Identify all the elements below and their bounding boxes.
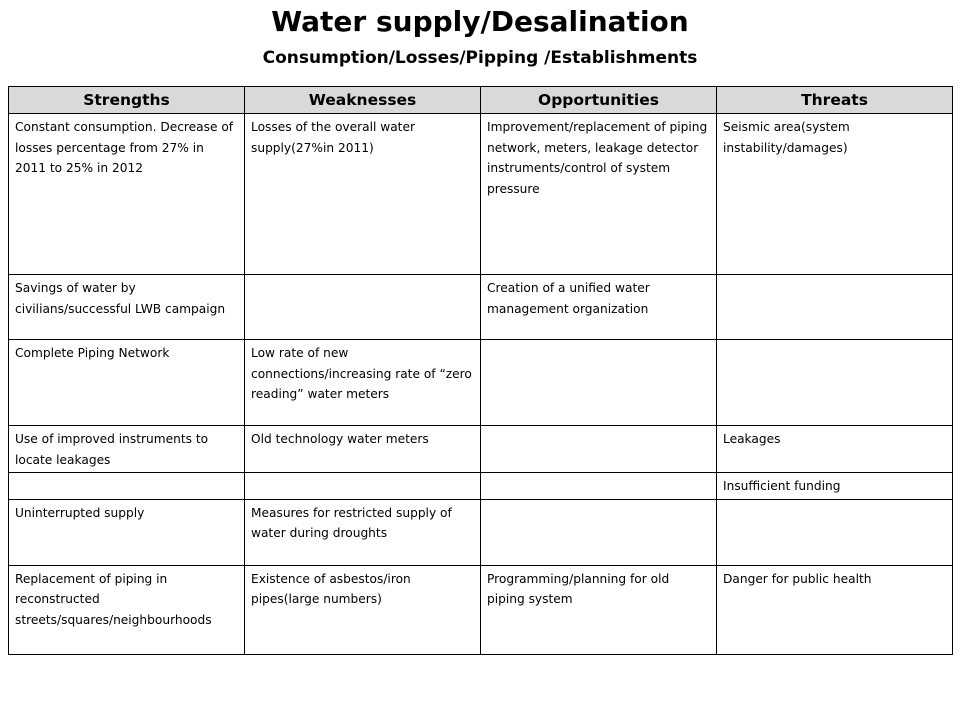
- page-subtitle: Consumption/Losses/Pipping /Establishments: [262, 48, 698, 68]
- table-row: [9, 340, 953, 426]
- cell-threat: [717, 340, 953, 426]
- cell-opportunity: [481, 499, 717, 565]
- table-row: [9, 275, 953, 340]
- cell-opportunity: Programming/planning for old piping system: [481, 565, 717, 654]
- cell-threat: Seismic area(system instability/damages): [717, 114, 953, 275]
- cell-weakness: [245, 275, 481, 340]
- table-header-row: [9, 87, 953, 114]
- cell-opportunity: [481, 340, 717, 426]
- page-title: Water supply/Desalination: [271, 5, 689, 38]
- cell-weakness: Low rate of new connections/increasing rate of “zero reading” water meters: [245, 340, 481, 426]
- cell-weakness: Losses of the overall water supply(27%in 2011): [245, 114, 481, 275]
- cell-opportunity: [481, 426, 717, 473]
- table-row: [9, 473, 953, 500]
- cell-weakness: [245, 473, 481, 500]
- header-threats: Threats: [717, 87, 953, 114]
- cell-threat: Insufficient funding: [717, 473, 953, 500]
- cell-opportunity: Improvement/replacement of piping network, meters, leakage detector instruments/control of system pressure: [481, 114, 717, 275]
- swot-table: [8, 86, 953, 655]
- cell-strength: Uninterrupted supply: [9, 499, 245, 565]
- table-row: [9, 426, 953, 473]
- cell-strength: Use of improved instruments to locate leakages: [9, 426, 245, 473]
- table-row: [9, 499, 953, 565]
- cell-threat: [717, 275, 953, 340]
- cell-threat: Leakages: [717, 426, 953, 473]
- cell-strength: Replacement of piping in reconstructed streets/squares/neighbourhoods: [9, 565, 245, 654]
- cell-strength: Constant consumption. Decrease of losses percentage from 27% in 2011 to 25% in 2012: [9, 114, 245, 275]
- cell-strength: Complete Piping Network: [9, 340, 245, 426]
- cell-weakness: Measures for restricted supply of water during droughts: [245, 499, 481, 565]
- cell-opportunity: Creation of a unified water management organization: [481, 275, 717, 340]
- cell-strength: Savings of water by civilians/successful LWB campaign: [9, 275, 245, 340]
- cell-strength: [9, 473, 245, 500]
- cell-threat: Danger for public health: [717, 565, 953, 654]
- cell-weakness: Old technology water meters: [245, 426, 481, 473]
- header-opportunities: Opportunities: [481, 87, 717, 114]
- cell-weakness: Existence of asbestos/iron pipes(large numbers): [245, 565, 481, 654]
- cell-threat: [717, 499, 953, 565]
- table-row: [9, 114, 953, 275]
- header-weaknesses: Weaknesses: [245, 87, 481, 114]
- header-strengths: Strengths: [9, 87, 245, 114]
- table-row: [9, 565, 953, 654]
- cell-opportunity: [481, 473, 717, 500]
